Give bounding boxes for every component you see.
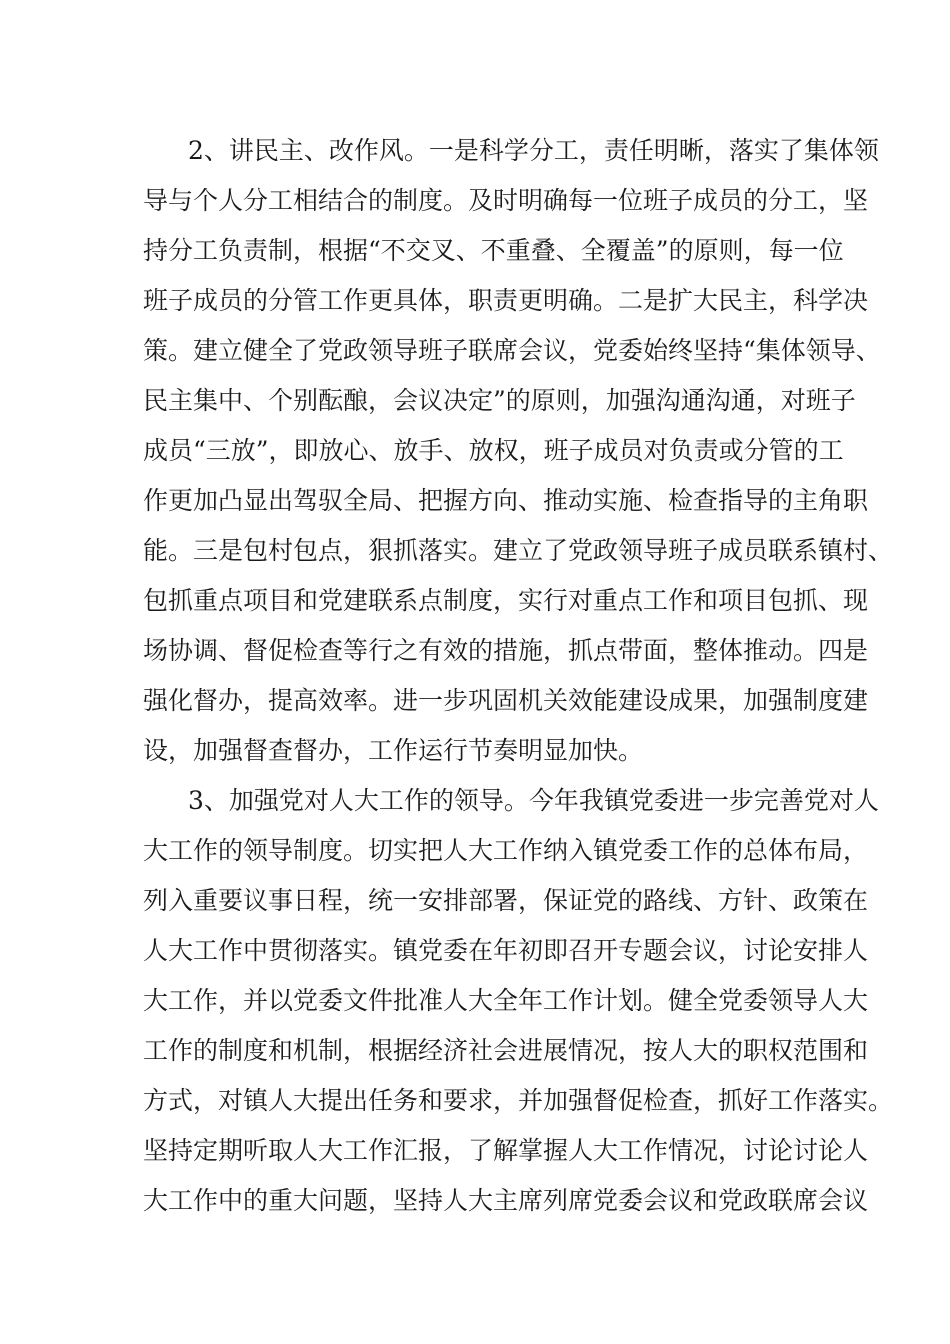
text-line: 大工作，并以党委文件批准人大全年工作计划。健全党委领导人大 [143, 986, 869, 1015]
text-line: 能。三是包村包点，狠抓落实。建立了党政领导班子成员联系镇村、 [143, 536, 894, 565]
text-line: 人大工作中贯彻落实。镇党委在年初即召开专题会议，讨论安排人 [143, 936, 869, 965]
text-line: 包抓重点项目和党建联系点制度，实行对重点工作和项目包抓、现 [143, 586, 869, 615]
paragraph-npc-leadership [143, 776, 894, 1226]
text-line: 大工作的领导制度。切实把人大工作纳入镇党委工作的总体布局， [143, 836, 869, 865]
text-line: 大工作中的重大问题，坚持人大主席列席党委会议和党政联席会议 [143, 1186, 869, 1215]
paragraph-leadership-style [143, 126, 894, 776]
text-line: 设，加强督查督办，工作运行节奏明显加快。 [143, 736, 644, 765]
text-line: 方式，对镇人大提出任务和要求，并加强督促检查，抓好工作落实。 [143, 1086, 894, 1115]
text-line: 强化督办，提高效率。进一步巩固机关效能建设成果，加强制度建 [143, 686, 869, 715]
text-line: 3、加强党对人大工作的领导。今年我镇党委进一步完善党对人 [188, 786, 879, 815]
text-line: 策。建立健全了党政领导班子联席会议，党委始终坚持“集体领导、 [143, 336, 881, 365]
text-line: 导与个人分工相结合的制度。及时明确每一位班子成员的分工，坚 [143, 186, 869, 215]
text-line: 列入重要议事日程，统一安排部署，保证党的路线、方针、政策在 [143, 886, 869, 915]
text-line: 成员“三放”，即放心、放手、放权，班子成员对负责或分管的工 [143, 436, 844, 465]
text-line: 持分工负责制，根据“不交叉、不重叠、全覆盖”的原则，每一位 [143, 236, 844, 265]
text-line: 工作的制度和机制，根据经济社会进展情况，按人大的职权范围和 [143, 1036, 869, 1065]
text-line: 场协调、督促检查等行之有效的措施，抓点带面，整体推动。四是 [143, 636, 869, 665]
text-line: 民主集中、个别酝酿，会议决定”的原则，加强沟通沟通，对班子 [143, 386, 856, 415]
text-line: 作更加凸显出驾驭全局、把握方向、推动实施、检查指导的主角职 [143, 486, 869, 515]
text-line: 2、讲民主、改作风。一是科学分工，责任明晰，落实了集体领 [188, 136, 879, 165]
text-line: 坚持定期听取人大工作汇报，了解掌握人大工作情况，讨论讨论人 [143, 1136, 869, 1165]
text-line: 班子成员的分管工作更具体，职责更明确。二是扩大民主，科学决 [143, 286, 869, 315]
